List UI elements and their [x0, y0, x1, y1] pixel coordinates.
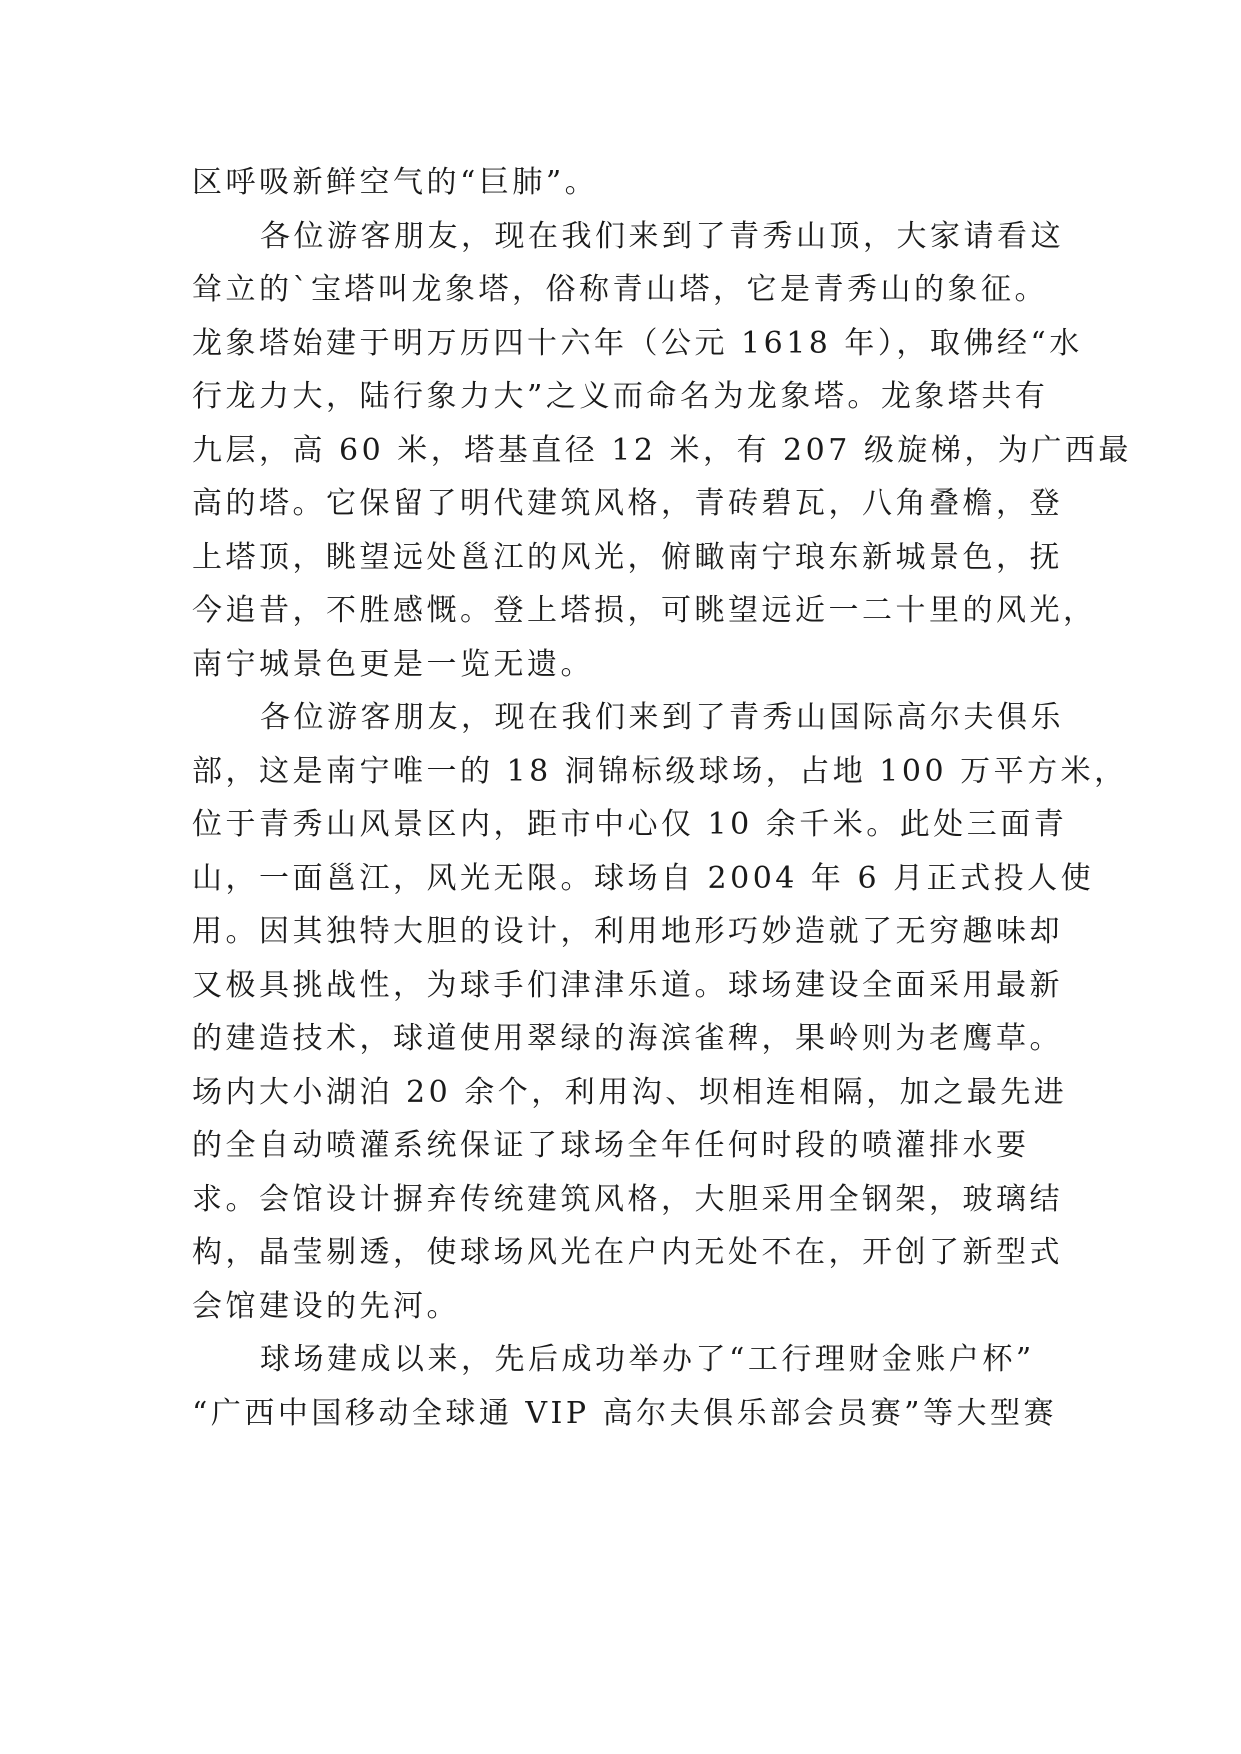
text-line: “广西中国移动全球通 VIP 高尔夫俱乐部会员赛”等大型赛 — [192, 1395, 1057, 1431]
text-line: 各位游客朋友，现在我们来到了青秀山国际高尔夫俱乐 — [260, 700, 1064, 735]
text-line: 球场建成以来，先后成功举办了“工行理财金账户杯” — [260, 1342, 1035, 1377]
text-line: 九层，高 60 米，塔基直径 12 米，有 207 级旋梯，为广西最 — [192, 432, 1132, 468]
text-line: 又极具挑战性，为球手们津津乐道。球场建设全面采用最新 — [192, 967, 1063, 1003]
text-line: 行龙力大，陆行象力大”之义而命名为龙象塔。龙象塔共有 — [192, 379, 1049, 414]
text-line: 上塔顶，眺望远处邕江的风光，俯瞰南宁琅东新城景色，抚 — [192, 539, 1063, 575]
body-text — [192, 156, 1132, 1440]
text-line: 各位游客朋友，现在我们来到了青秀山顶，大家请看这 — [260, 218, 1064, 254]
text-line: 求。会馆设计摒弃传统建筑风格，大胆采用全钢架，玻璃结 — [192, 1181, 1063, 1217]
text-line: 高的塔。它保留了明代建筑风格，青砖碧瓦，八角叠檐，登 — [192, 486, 1063, 521]
text-line: 山，一面邕江，风光无限。球场自 2004 年 6 月正式投人使 — [192, 860, 1095, 896]
text-line: 今追昔，不胜感慨。登上塔损，可眺望远近一二十里的风光， — [192, 593, 1097, 628]
text-line: 南宁城景色更是一览无遗。 — [192, 646, 594, 682]
text-line: 会馆建设的先河。 — [192, 1288, 460, 1324]
text-line: 构，晶莹剔透，使球场风光在户内无处不在，开创了新型式 — [192, 1235, 1063, 1270]
text-line: 部，这是南宁唯一的 18 洞锦标级球场，占地 100 万平方米， — [192, 753, 1128, 789]
text-line: 的全自动喷灌系统保证了球场全年任何时段的喷灌排水要 — [192, 1128, 1030, 1163]
text-line: 场内大小湖泊 20 余个，利用沟、坝相连相隔，加之最先进 — [192, 1074, 1068, 1110]
text-line: 位于青秀山风景区内，距市中心仅 10 余千米。此处三面青 — [192, 807, 1068, 842]
text-line: 龙象塔始建于明万历四十六年（公元 1618 年），取佛经“水 — [192, 325, 1083, 361]
text-line: 用。因其独特大胆的设计，利用地形巧妙造就了无穷趣味却 — [192, 914, 1063, 949]
text-line: 区呼吸新鲜空气的“巨肺”。 — [192, 165, 599, 200]
text-line: 的建造技术，球道使用翠绿的海滨雀稗，果岭则为老鹰草。 — [192, 1021, 1063, 1056]
text-line: 耸立的`宝塔叫龙象塔，俗称青山塔，它是青秀山的象征。 — [192, 272, 1048, 307]
